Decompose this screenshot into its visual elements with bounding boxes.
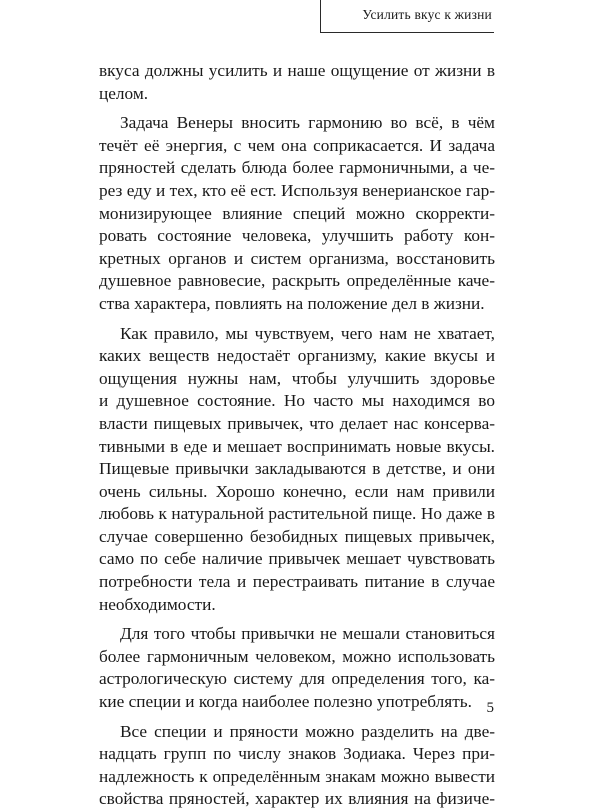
- text-line: вкуса должны усилить и наше ощущение от жизни в: [99, 61, 495, 80]
- text-line: монизирующее влияние специй можно скорректи-: [99, 203, 495, 223]
- text-line: кие специи и когда наиболее полезно употреблять.: [99, 692, 472, 712]
- text-line: астрологическую систему для определения того, ка-: [99, 669, 495, 689]
- paragraph-gap: [99, 616, 495, 623]
- text-line: Как правило, мы чувствуем, чего нам не хватает,: [120, 323, 495, 343]
- paragraph-gap: [99, 316, 495, 323]
- text-line: ства характера, повлиять на положение дел в жизни.: [99, 293, 485, 313]
- text-line: душевное равновесие, раскрыть определённые каче-: [99, 271, 495, 291]
- text-line: Все специи и пряности можно разделить на две-: [120, 721, 495, 741]
- text-line: каких веществ недостаёт организму, какие вкусы и: [99, 346, 495, 366]
- paragraph-gap: [99, 714, 495, 721]
- text-line: Пищевые привычки закладываются в детстве, и они: [99, 459, 495, 479]
- text-line: течёт её энергия, с чем она соприкасается. И задача: [99, 135, 495, 155]
- text-line: потребности тела и перестраивать питание в случае: [99, 572, 495, 592]
- text-line: тивными в еде и мешает воспринимать новые вкусы.: [99, 436, 495, 456]
- paragraph: [99, 323, 495, 617]
- paragraph: [99, 721, 495, 811]
- body-text: [99, 60, 495, 811]
- text-line: необходимости.: [99, 594, 216, 614]
- running-head-frame: [320, 0, 494, 33]
- text-line: ровать состояние человека, улучшить работу кон-: [99, 226, 495, 246]
- paragraph-gap: [99, 105, 495, 112]
- page-number: 5: [486, 700, 494, 716]
- text-line: более гармоничным человеком, можно использовать: [99, 646, 495, 666]
- text-line: целом.: [99, 83, 149, 103]
- running-head: Усилить вкус к жизни: [362, 7, 492, 22]
- text-line: власти пищевых привычек, что делает нас консерва-: [99, 413, 495, 433]
- text-line: Задача Венеры вносить гармонию во всё, в чём: [120, 113, 495, 133]
- text-line: случае совершенно безобидных пищевых привычек,: [99, 526, 495, 546]
- text-line: любовь к натуральной растительной пище. Но даже в: [99, 504, 495, 524]
- text-line: свойства пряностей, характер их влияния на физиче-: [99, 789, 495, 809]
- text-line: надцать групп по числу знаков Зодиака. Через при-: [99, 744, 495, 764]
- text-line: очень сильны. Хорошо конечно, если нам привили: [99, 481, 495, 501]
- text-line: надлежность к определённым знакам можно вывести: [99, 766, 495, 786]
- text-line: рез еду и тех, кто её ест. Используя венерианское гар-: [99, 180, 495, 200]
- text-line: кретных органов и систем организма, восстановить: [99, 248, 495, 268]
- text-line: пряностей сделать блюда более гармоничными, а че-: [99, 158, 495, 178]
- paragraph: [99, 112, 495, 315]
- text-line: Для того чтобы привычки не мешали становиться: [120, 624, 495, 644]
- paragraph: [99, 60, 495, 105]
- text-line: ощущения нужны нам, чтобы улучшить здоровье: [99, 368, 495, 388]
- text-line: и душевное состояние. Но часто мы находимся во: [99, 391, 495, 411]
- text-line: само по себе наличие привычек мешает чувствовать: [99, 549, 495, 569]
- paragraph: [99, 623, 495, 713]
